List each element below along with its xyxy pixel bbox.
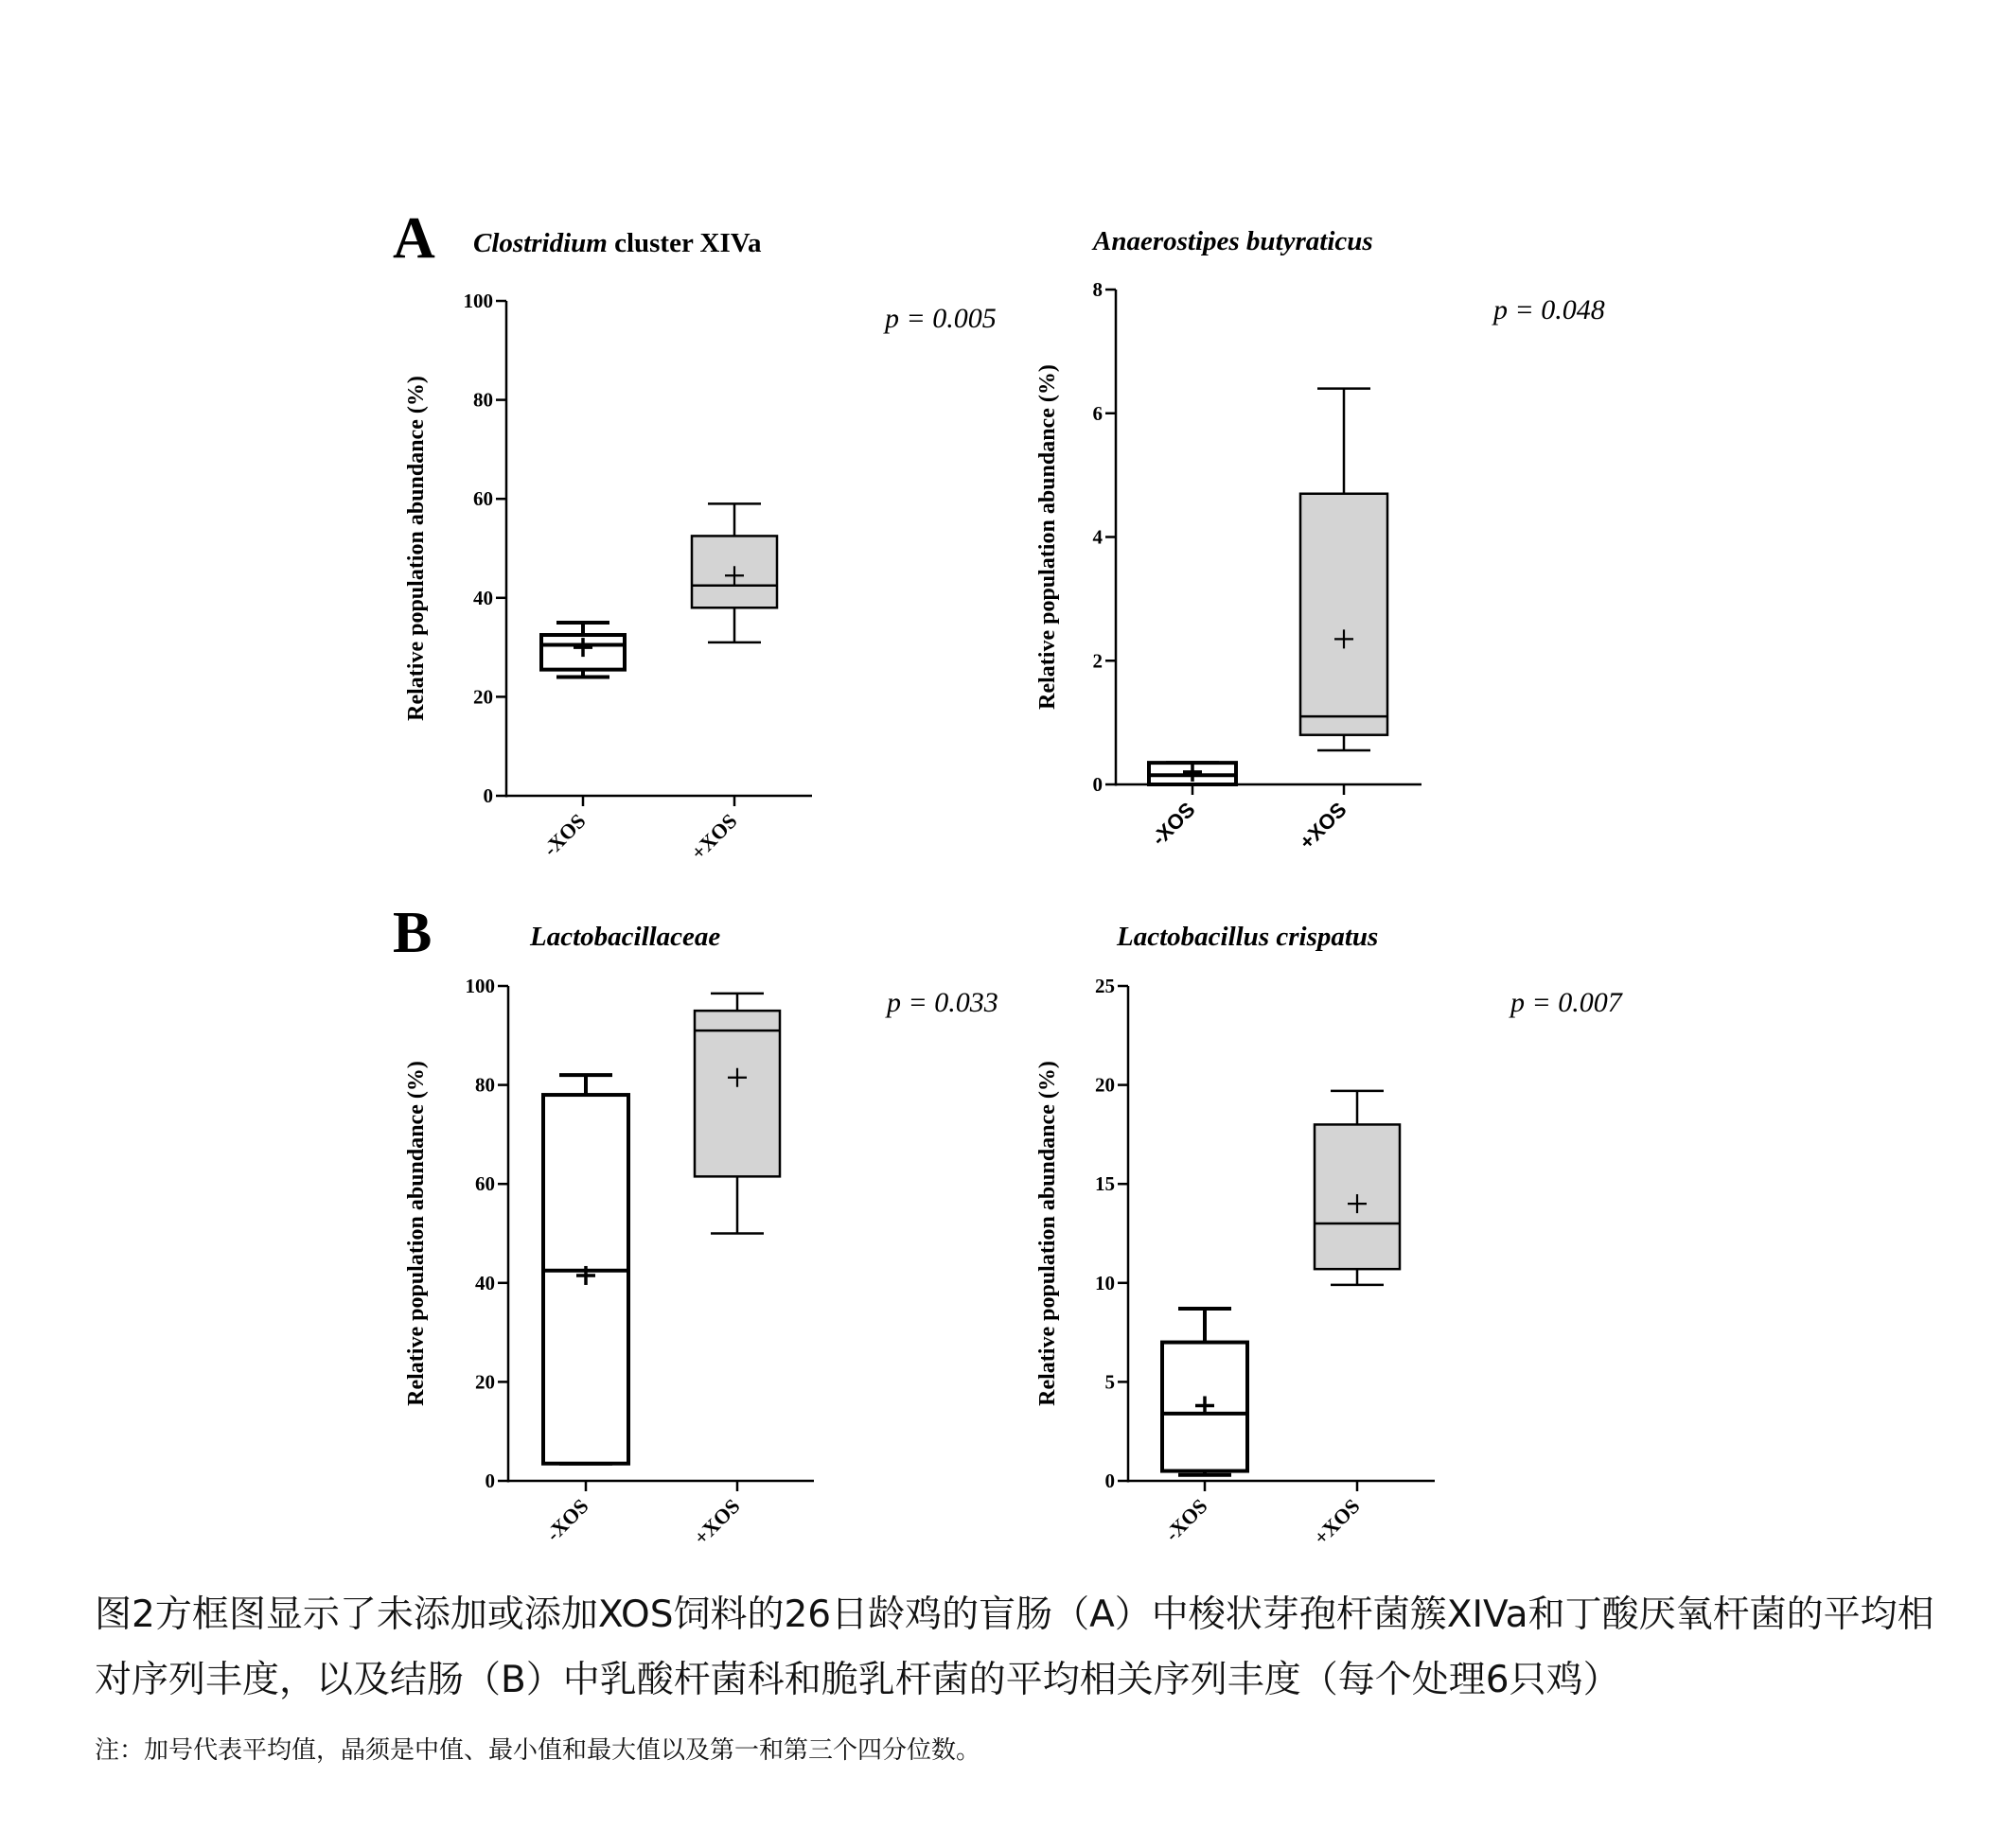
chart-title — [473, 228, 762, 258]
x-category-label: +XOS — [689, 1493, 745, 1550]
y-tick-label: 5 — [1104, 1370, 1115, 1394]
box-iqr — [695, 1011, 780, 1176]
figure-caption: 图2方框图显示了未添加或添加XOS饲料的26日龄鸡的盲肠（A）中梭状芽孢杆菌簇XIVa和丁酸厌氧杆菌的平均相对序列丰度，以及结肠（B）中乳酸杆菌科和脆乳杆菌的平均相关序列丰度（每个处理6只鸡） — [95, 1593, 1934, 1701]
chart-title — [1116, 922, 1378, 952]
x-category-label: +XOS — [1309, 1493, 1365, 1550]
x-category-label: +XOS — [686, 808, 742, 865]
chart-title-italic: Lactobacillus crispatus — [1117, 922, 1379, 952]
y-tick-label: 80 — [475, 1073, 495, 1097]
box-pos-xos — [1315, 1091, 1400, 1285]
p-value: p = 0.005 — [885, 303, 997, 334]
chart-anaerostipes — [1035, 226, 1605, 854]
figure-note: 注：加号代表平均值，晶须是中值、最小值和最大值以及第一和第三个四分位数。 — [95, 1736, 981, 1765]
x-category-label: -XOS — [1146, 797, 1200, 851]
x-category-label: +XOS — [1294, 797, 1351, 854]
x-category-label: -XOS — [538, 808, 591, 861]
box-neg-xos — [541, 623, 625, 678]
y-tick-label: 4 — [1092, 525, 1103, 549]
y-axis-label: Relative population abundance (%) — [404, 376, 429, 721]
x-category-label: -XOS — [540, 1493, 593, 1546]
y-tick-label: 0 — [1092, 773, 1103, 796]
y-tick-label: 60 — [475, 1172, 495, 1196]
y-tick-label: 0 — [1104, 1470, 1115, 1492]
y-tick-label: 0 — [483, 784, 493, 807]
y-tick-label: 20 — [473, 685, 493, 709]
p-value: p = 0.048 — [1493, 294, 1605, 326]
box-neg-xos — [543, 1075, 628, 1464]
y-tick-label: 20 — [1095, 1073, 1115, 1097]
y-tick-label: 0 — [485, 1470, 495, 1492]
chart-title — [529, 922, 720, 952]
box-neg-xos — [1162, 1309, 1247, 1475]
y-tick-label: 20 — [475, 1370, 495, 1394]
chart-lactobacillus-crispatus — [1035, 922, 1624, 1549]
y-tick-label: 100 — [463, 290, 493, 312]
y-axis-label: Relative population abundance (%) — [1035, 1061, 1060, 1406]
p-value: p = 0.007 — [1510, 987, 1622, 1018]
y-tick-label: 8 — [1092, 278, 1103, 301]
box-neg-xos — [1149, 763, 1236, 784]
chart-lactobacillaceae — [404, 922, 998, 1549]
chart-title-italic: Lactobacillaceae — [530, 922, 721, 952]
y-tick-label: 80 — [473, 388, 493, 412]
y-tick-label: 60 — [473, 487, 493, 511]
x-category-label: -XOS — [1159, 1493, 1212, 1546]
y-tick-label: 6 — [1092, 401, 1103, 425]
chart-title-italic: Clostridium — [473, 228, 608, 258]
chart-title-italic: Anaerostipes butyraticus — [1093, 226, 1373, 256]
y-tick-label: 2 — [1092, 649, 1103, 673]
y-tick-label: 40 — [475, 1271, 495, 1294]
box-pos-xos — [692, 503, 777, 642]
y-tick-label: 40 — [473, 586, 493, 609]
y-axis-label: Relative population abundance (%) — [404, 1061, 429, 1406]
chart-title-rest: cluster XIVa — [607, 228, 762, 258]
p-value: p = 0.033 — [887, 987, 998, 1018]
box-pos-xos — [695, 994, 780, 1234]
y-tick-label: 100 — [465, 975, 495, 997]
y-tick-label: 10 — [1095, 1271, 1115, 1294]
panel-label-a: A — [393, 206, 435, 271]
panel-label-b: B — [393, 901, 433, 965]
box-pos-xos — [1300, 389, 1387, 750]
y-tick-label: 25 — [1095, 975, 1115, 997]
chart-clostridium-cluster — [404, 228, 997, 864]
box-iqr — [1300, 494, 1387, 735]
y-tick-label: 15 — [1095, 1172, 1115, 1196]
chart-title — [1091, 226, 1373, 256]
y-axis-label: Relative population abundance (%) — [1035, 364, 1060, 710]
